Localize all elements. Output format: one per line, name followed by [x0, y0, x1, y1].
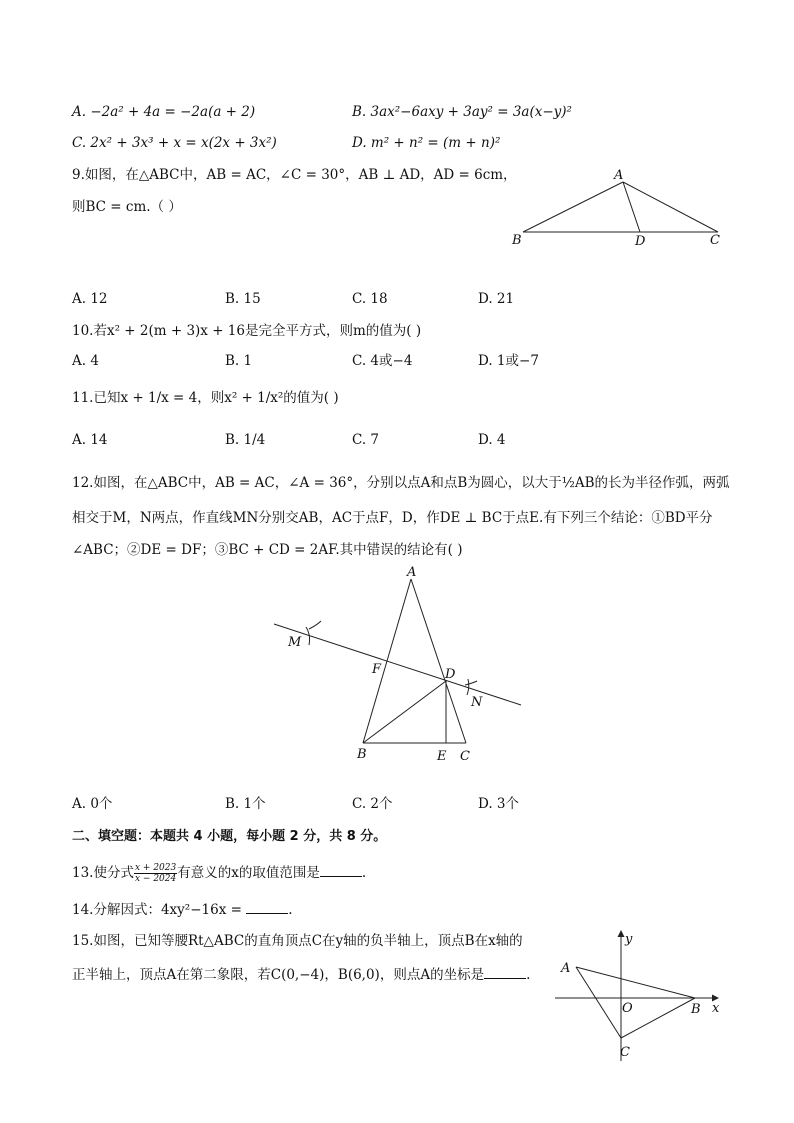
q12-option-c: C. 2个 [352, 796, 393, 812]
q9-stem-line1: 9.如图，在△ABC中，AB = AC，∠C = 30°，AB ⊥ AD，AD = 6cm， [72, 167, 517, 183]
q13-fraction [134, 863, 177, 884]
q11-option-b: B. 1/4 [225, 432, 266, 448]
q13-line [72, 858, 366, 888]
q15-label-y: y [625, 932, 633, 947]
q12-option-b: B. 1个 [225, 796, 266, 812]
q12-option-d: D. 3个 [478, 796, 520, 812]
q15-label-b: B [691, 1002, 701, 1017]
q9-label-a: A [614, 168, 624, 183]
q12-label-f: F [372, 662, 382, 677]
q9-label-b: B [512, 233, 522, 248]
q15-label-x: x [712, 1001, 720, 1016]
q15-end: . [526, 967, 531, 983]
q10-stem: 10.若x² + 2(m + 3)x + 16是完全平方式，则m的值为( ) [72, 323, 422, 339]
q13-denominator: x − 2024 [134, 874, 177, 884]
q12-label-c: C [460, 749, 470, 764]
q11-option-c: C. 7 [352, 432, 380, 448]
q12-label-d: D [445, 667, 456, 682]
q11-option-d: D. 4 [478, 432, 506, 448]
q14-answer-blank[interactable] [246, 899, 288, 914]
q12-label-m: M [288, 635, 302, 650]
q13-answer-blank[interactable] [320, 862, 362, 877]
q8-option-d: D. m² + n² = (m + n)² [352, 135, 501, 151]
q11-option-a: A. 14 [72, 432, 108, 448]
q13-pre: 13.使分式 [72, 865, 134, 881]
q10-option-a: A. 4 [72, 353, 99, 369]
q12-label-b: B [357, 747, 367, 762]
q15-label-c: C [620, 1045, 630, 1060]
q10-option-c: C. 4或−4 [352, 353, 413, 369]
q9-stem-line2: 则BC = cm.（ ） [72, 199, 182, 215]
q9-label-c: C [710, 233, 720, 248]
q9-option-a: A. 12 [72, 291, 108, 307]
q12-label-e: E [437, 749, 447, 764]
q10-option-d: D. 1或−7 [478, 353, 539, 369]
q9-label-d: D [635, 234, 646, 249]
q15-coordinate-figure [550, 925, 730, 1065]
q13-numerator: x + 2023 [134, 863, 177, 873]
q9-option-d: D. 21 [478, 291, 515, 307]
q11-stem: 11.已知x + 1/x = 4，则x² + 1/x²的值为( ) [72, 390, 339, 406]
q12-option-a: A. 0个 [72, 796, 113, 812]
q9-option-c: C. 18 [352, 291, 388, 307]
q15-label-a: A [561, 961, 571, 976]
q15-stem-line1: 15.如图，已知等腰Rt△ABC的直角顶点C在y轴的负半轴上，顶点B在x轴的 [72, 933, 523, 949]
q14-pre: 14.分解因式：4xy²−16x = [72, 902, 247, 918]
q13-post: 有意义的x的取值范围是 [177, 865, 320, 881]
q10-option-b: B. 1 [225, 353, 253, 369]
q14-line [72, 899, 293, 919]
q9-option-b: B. 15 [225, 291, 261, 307]
q15-answer-blank[interactable] [484, 964, 526, 979]
q12-stem-line3: ∠ABC；②DE = DF；③BC + CD = 2AF.其中错误的结论有( ) [72, 542, 463, 558]
q8-option-b: B. 3ax²−6axy + 3ay² = 3a(x−y)² [352, 104, 572, 120]
q12-label-a: A [407, 565, 417, 580]
q15-label-o: O [622, 1001, 633, 1016]
q12-stem-line1: 12.如图，在△ABC中，AB = AC，∠A = 36°，分别以点A和点B为圆心，以大于½AB的长为半径作弧，两弧 [72, 475, 730, 491]
q15-stem-line2: 正半轴上，顶点A在第二象限，若C(0,−4)，B(6,0)，则点A的坐标是 [72, 967, 485, 983]
q8-option-c: C. 2x² + 3x³ + x = x(2x + 3x²) [72, 135, 277, 151]
q8-option-a: A. −2a² + 4a = −2a(a + 2) [72, 104, 256, 120]
q12-triangle-figure [265, 563, 530, 773]
section-2-heading: 二、填空题：本题共 4 小题，每小题 2 分，共 8 分。 [72, 829, 387, 844]
q14-end: . [288, 902, 293, 918]
q12-label-n: N [471, 695, 483, 710]
q15-stem-line2-wrap [72, 964, 530, 984]
q12-stem-line2: 相交于M，N两点，作直线MN分别交AB，AC于点F，D，作DE ⊥ BC于点E.有下列三个结论：①BD平分 [72, 510, 713, 526]
q13-end: . [361, 865, 367, 881]
q9-triangle-figure [505, 165, 735, 255]
